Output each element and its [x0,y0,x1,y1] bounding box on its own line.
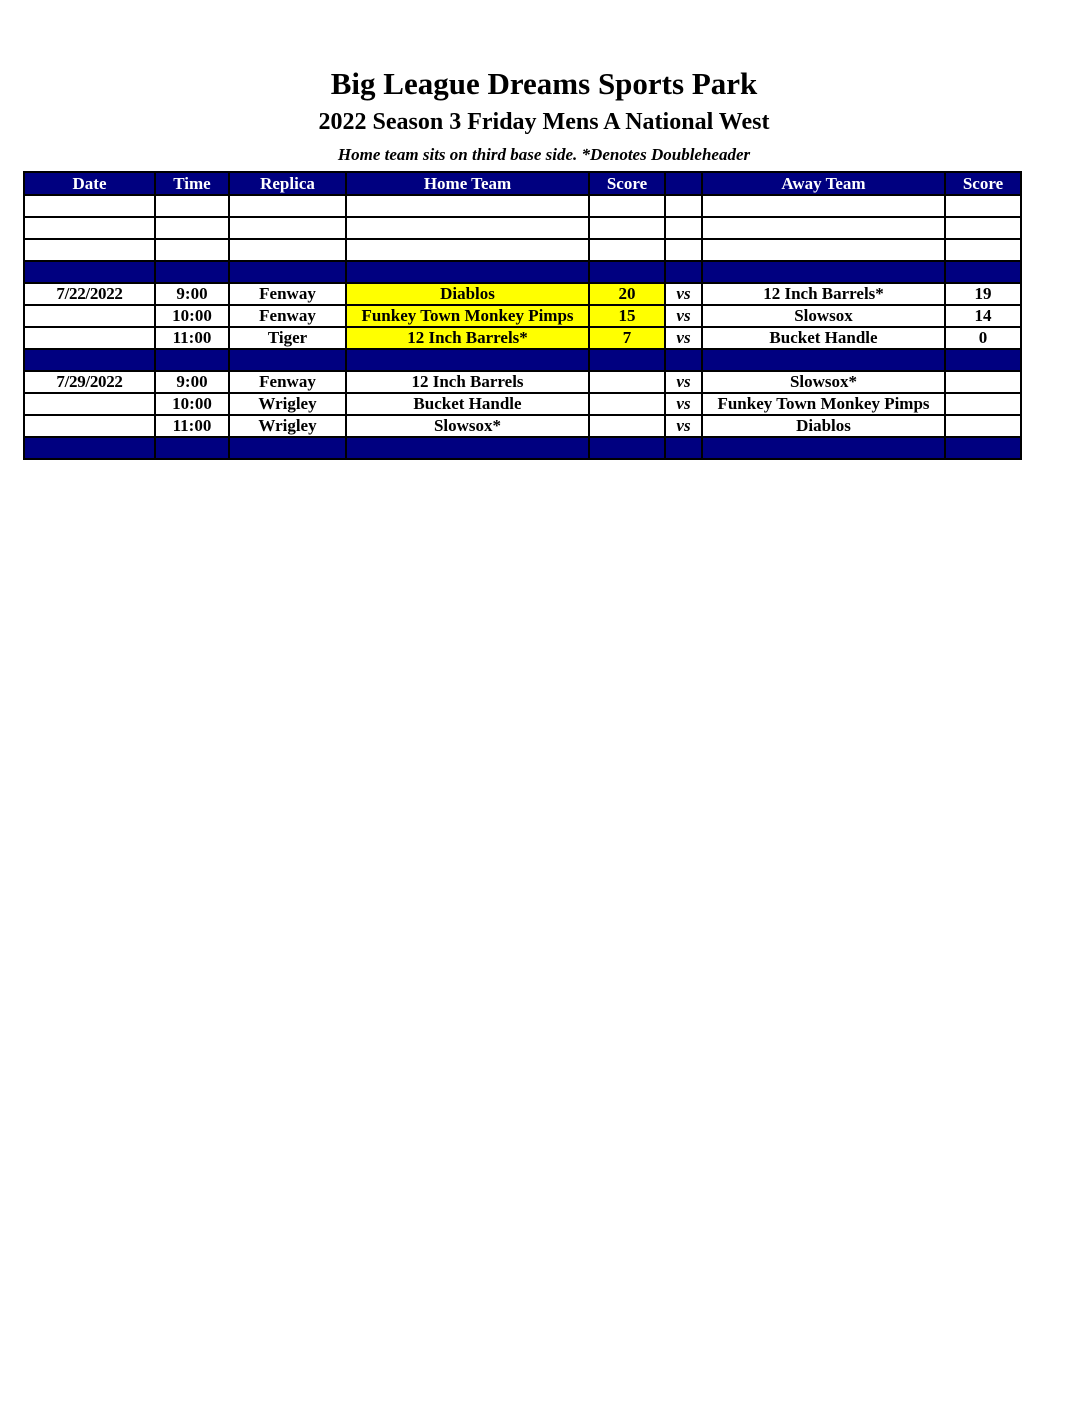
vs-cell: vs [665,371,702,393]
date-cell [24,261,155,283]
time-cell [155,217,229,239]
home-score-cell [589,437,665,459]
away-team-cell [702,217,945,239]
home-score-cell: 20 [589,283,665,305]
home-team-cell [346,349,589,371]
away-team-cell: Slowsox* [702,371,945,393]
away-score-cell [945,349,1021,371]
date-cell [24,327,155,349]
away-team-cell: Slowsox [702,305,945,327]
away-team-cell [702,239,945,261]
blank-row [24,195,1021,217]
table-row [24,305,1021,327]
away-score-cell: 19 [945,283,1021,305]
table-header-row [24,172,1021,195]
away-score-cell [945,195,1021,217]
replica-cell [229,217,346,239]
away-score-cell [945,437,1021,459]
home-score-cell [589,371,665,393]
home-score-cell [589,261,665,283]
column-header-away-team: Away Team [702,172,945,195]
date-cell [24,415,155,437]
vs-cell: vs [665,393,702,415]
schedule-table [23,171,1022,460]
home-team-cell [346,239,589,261]
replica-cell [229,195,346,217]
date-cell [24,305,155,327]
date-cell [24,393,155,415]
home-score-cell: 15 [589,305,665,327]
separator-row [24,437,1021,459]
vs-cell [665,437,702,459]
time-cell: 11:00 [155,415,229,437]
replica-cell: Tiger [229,327,346,349]
blank-row [24,239,1021,261]
blank-row [24,217,1021,239]
home-team-cell [346,217,589,239]
home-team-cell [346,261,589,283]
replica-cell: Wrigley [229,415,346,437]
time-cell: 10:00 [155,305,229,327]
date-cell: 7/29/2022 [24,371,155,393]
home-team-cell [346,437,589,459]
time-cell: 9:00 [155,283,229,305]
vs-cell [665,261,702,283]
away-team-cell [702,195,945,217]
replica-cell [229,349,346,371]
vs-cell [665,349,702,371]
date-cell: 7/22/2022 [24,283,155,305]
replica-cell [229,261,346,283]
column-header-time: Time [155,172,229,195]
away-team-cell [702,261,945,283]
home-team-cell: Bucket Handle [346,393,589,415]
away-team-cell: 12 Inch Barrels* [702,283,945,305]
table-row [24,371,1021,393]
vs-cell: vs [665,327,702,349]
away-team-cell: Bucket Handle [702,327,945,349]
away-score-cell [945,415,1021,437]
replica-cell: Wrigley [229,393,346,415]
column-header-away-score: Score [945,172,1021,195]
separator-row [24,261,1021,283]
away-score-cell [945,371,1021,393]
vs-cell: vs [665,305,702,327]
replica-cell [229,239,346,261]
time-cell: 11:00 [155,327,229,349]
home-team-cell: Slowsox* [346,415,589,437]
column-header-replica: Replica [229,172,346,195]
time-cell: 9:00 [155,371,229,393]
away-team-cell: Diablos [702,415,945,437]
replica-cell [229,437,346,459]
home-team-cell [346,195,589,217]
table-row [24,283,1021,305]
away-score-cell [945,217,1021,239]
table-row [24,415,1021,437]
date-cell [24,437,155,459]
away-score-cell [945,393,1021,415]
home-score-cell [589,393,665,415]
time-cell [155,437,229,459]
page-subtitle: 2022 Season 3 Friday Mens A National West [318,109,770,135]
vs-cell: vs [665,283,702,305]
home-team-cell: 12 Inch Barrels* [346,327,589,349]
away-team-cell: Funkey Town Monkey Pimps [702,393,945,415]
table-row [24,327,1021,349]
date-cell [24,239,155,261]
away-team-cell [702,437,945,459]
column-header-home-team: Home Team [346,172,589,195]
home-team-cell: Diablos [346,283,589,305]
time-cell: 10:00 [155,393,229,415]
replica-cell: Fenway [229,305,346,327]
vs-cell [665,195,702,217]
date-cell [24,217,155,239]
column-header-date: Date [24,172,155,195]
date-cell [24,349,155,371]
vs-cell: vs [665,415,702,437]
home-score-cell [589,239,665,261]
home-score-cell: 7 [589,327,665,349]
time-cell [155,195,229,217]
time-cell [155,349,229,371]
doubleheader-note: Home team sits on third base side. *Denotes Doubleheader [337,145,751,164]
vs-cell [665,239,702,261]
column-header-vs [665,172,702,195]
replica-cell: Fenway [229,283,346,305]
home-score-cell [589,217,665,239]
date-cell [24,195,155,217]
time-cell [155,239,229,261]
column-header-home-score: Score [589,172,665,195]
away-score-cell: 0 [945,327,1021,349]
table-row [24,393,1021,415]
home-score-cell [589,195,665,217]
separator-row [24,349,1021,371]
home-score-cell [589,415,665,437]
page-title: Big League Dreams Sports Park [330,66,758,101]
away-team-cell [702,349,945,371]
vs-cell [665,217,702,239]
away-score-cell: 14 [945,305,1021,327]
time-cell [155,261,229,283]
away-score-cell [945,239,1021,261]
schedule-body [24,195,1021,459]
away-score-cell [945,261,1021,283]
home-team-cell: Funkey Town Monkey Pimps [346,305,589,327]
home-team-cell: 12 Inch Barrels [346,371,589,393]
replica-cell: Fenway [229,371,346,393]
home-score-cell [589,349,665,371]
